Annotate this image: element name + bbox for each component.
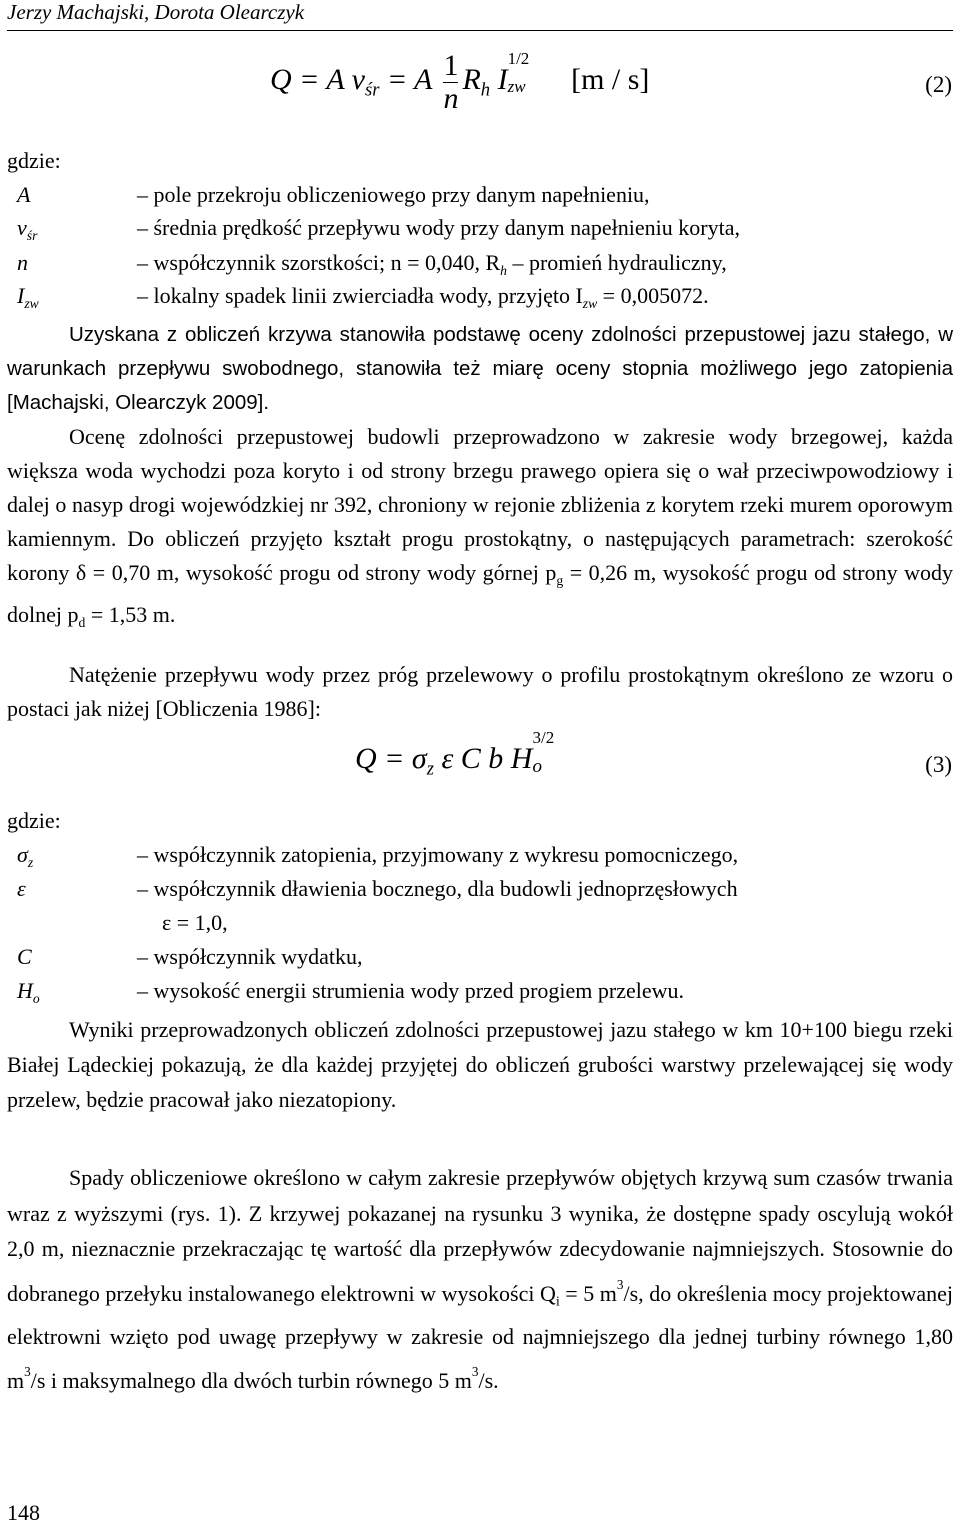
eq2-units: [m / s] [571, 62, 650, 96]
eq2-mid: = A [379, 62, 440, 96]
equation-3 [355, 728, 568, 781]
para5-text-c: /s, do określenia mocy projektowanej elektrowni wzięto pod uwagę przepływy w zakresie od najmniejszego dla jednej turbiny równego 1,80 m [7, 1280, 953, 1394]
para2-sub-g: g [556, 572, 564, 588]
defs1-label: gdzie: [7, 148, 61, 173]
eq2-lhs: Q = A v [270, 62, 365, 96]
defs2-desc-sigma: – współczynnik zatopienia, przyjmowany z wykresu pomocniczego, [137, 842, 739, 867]
defs1-sym-v-sub: śr [26, 227, 38, 243]
paragraph-1: Uzyskana z obliczeń krzywa stanowiła podstawę oceny zdolności przepustowej jazu stałego, w warunkach przepływu swobodnego, stanowiła też miarę oceny stopnia możliwego jego zatopienia [Machajski, Olearczyk 2009]. [7, 323, 953, 414]
defs1-desc-I-main: – lokalny spadek linii zwierciadła wody, przyjęto I [137, 283, 583, 308]
eq3-lhs: Q = σ [355, 742, 427, 775]
defs2-sym-sigma [17, 842, 33, 871]
para5-text-b: = 5 m [559, 1280, 617, 1306]
eq2-fraction [443, 50, 458, 114]
para2-text-a: Ocenę zdolności przepustowej budowli przeprowadzono w zakresie wody brzegowej, każda większa woda wychodzi poza koryto i od strony brzegu prawego opiera się o wał przeciwpowodziowy i dalej o nasyp drogi wojewódzkiej nr 392, chroniony w rejonie zbliżenia z korytem rzeki murem oporowym kamiennym. Do obliczeń przyjęto kształt progu prostokątny, o następujących parametrach: szerokość korony δ = 0,70 m, wysokość progu od strony wody górnej p [7, 424, 953, 585]
eq2-frac-den: n [443, 81, 459, 115]
eq2-I: I [490, 62, 508, 96]
defs2-desc-epsilon-value: ε = 1,0, [162, 910, 228, 935]
paragraph-2 [7, 420, 953, 640]
para5-sup-2: 3 [24, 1364, 31, 1380]
defs1-sym-v [17, 215, 37, 244]
defs1-sym-I [17, 283, 39, 312]
para5-sup-1: 3 [616, 1276, 624, 1292]
para5-sup-3: 3 [471, 1364, 479, 1380]
defs2-desc-C: – współczynnik wydatku, [137, 944, 363, 969]
defs2-sym-H-sub: o [32, 990, 40, 1006]
eq3-H-sup: 3/2 [532, 728, 555, 747]
defs1-desc-I-tail: = 0,005072. [597, 283, 709, 308]
defs2-sym-C: C [17, 944, 32, 969]
defs1-sym-I-sub: zw [24, 295, 39, 311]
eq2-number: (2) [925, 72, 952, 97]
eq3-H-sub: o [532, 756, 542, 777]
defs2-sym-sigma-main: σ [17, 842, 28, 867]
paragraph-4: Wyniki przeprowadzonych obliczeń zdolności przepustowej jazu stałego w km 10+100 biegu rzeki Białej Lądeckiej pokazują, że dla każdej przyjętej do obliczeń grubości warstwy przelewającej się wody przelew, będzie pracował jako niezatopiony. [7, 1017, 953, 1112]
defs1-desc-I [137, 283, 709, 312]
running-header: Jerzy Machajski, Dorota Olearczyk [7, 0, 305, 24]
defs1-desc-A: – pole przekroju obliczeniowego przy danym napełnieniu, [137, 182, 650, 207]
eq3-H-scripts [532, 728, 568, 777]
eq2-I-sub: zw [507, 76, 526, 96]
defs1-desc-n-sub: h [500, 262, 507, 278]
defs1-sym-A: A [17, 182, 31, 207]
defs2-desc-epsilon: – współczynnik dławienia bocznego, dla budowli jednoprzęsłowych [137, 876, 738, 901]
defs1-desc-n-main: – współczynnik szorstkości; n = 0,040, R [137, 250, 501, 275]
eq3-sigma-sub: z [426, 758, 434, 780]
page-number: 148 [7, 1500, 40, 1525]
defs2-sym-H-main: H [17, 978, 33, 1003]
eq2-v-sub: śr [364, 79, 380, 101]
eq2-R-sub: h [480, 79, 491, 101]
defs2-sym-epsilon: ε [17, 876, 26, 901]
defs2-label: gdzie: [7, 808, 61, 833]
defs2-desc-H: – wysokość energii strumienia wody przed progiem przelewu. [137, 978, 685, 1003]
defs1-desc-v: – średnia prędkość przepływu wody przy danym napełnieniu koryta, [137, 215, 740, 240]
eq2-frac-num: 1 [443, 49, 459, 82]
para5-text-d: /s i maksymalnego dla dwóch turbin równego 5 m [30, 1368, 472, 1394]
eq3-mid: ε C b H [433, 742, 533, 775]
defs2-sym-H [17, 978, 40, 1007]
eq2-I-sup: 1/2 [507, 48, 530, 68]
defs1-sym-I-main: I [17, 283, 25, 308]
eq2-I-scripts [507, 48, 542, 96]
paragraph-5 [7, 1160, 953, 1399]
para2-sub-d: d [78, 614, 86, 630]
equation-2 [270, 50, 649, 114]
defs1-desc-n [137, 250, 727, 279]
para5-sub-i: i [555, 1293, 560, 1309]
header-rule [7, 30, 953, 31]
para2-text-b: = 0,26 m, wysokość progu od strony wody dolnej p [7, 560, 954, 627]
eq2-R: R [462, 62, 481, 96]
para2-text-c: = 1,53 m. [85, 601, 176, 627]
defs1-desc-I-sub: zw [582, 295, 598, 311]
defs1-sym-v-main: v [17, 215, 27, 240]
para5-text-a: Spady obliczeniowe określono w całym zakresie przepływów objętych krzywą sum czasów trwania wraz z wyższymi (rys. 1). Z krzywej pokazanej na rysunku 3 wynika, że dostępne spady oscylują wokół 2,0 m, nieznacznie przekraczając tę wartość dla przepływów zdecydowanie najmniejszych. Stosownie do dobranego przełyku instalowanego elektrowni w wysokości Q [7, 1165, 953, 1306]
defs2-sym-sigma-sub: z [27, 854, 34, 870]
para5-text-e: /s. [478, 1368, 499, 1394]
defs1-sym-n: n [17, 250, 28, 275]
eq3-number: (3) [925, 752, 952, 777]
paragraph-3: Natężenie przepływu wody przez próg przelewowy o profilu prostokątnym określono ze wzoru o postaci jak niżej [Obliczenia 1986]: [7, 662, 953, 721]
defs1-desc-n-tail: – promień hydrauliczny, [506, 250, 727, 275]
